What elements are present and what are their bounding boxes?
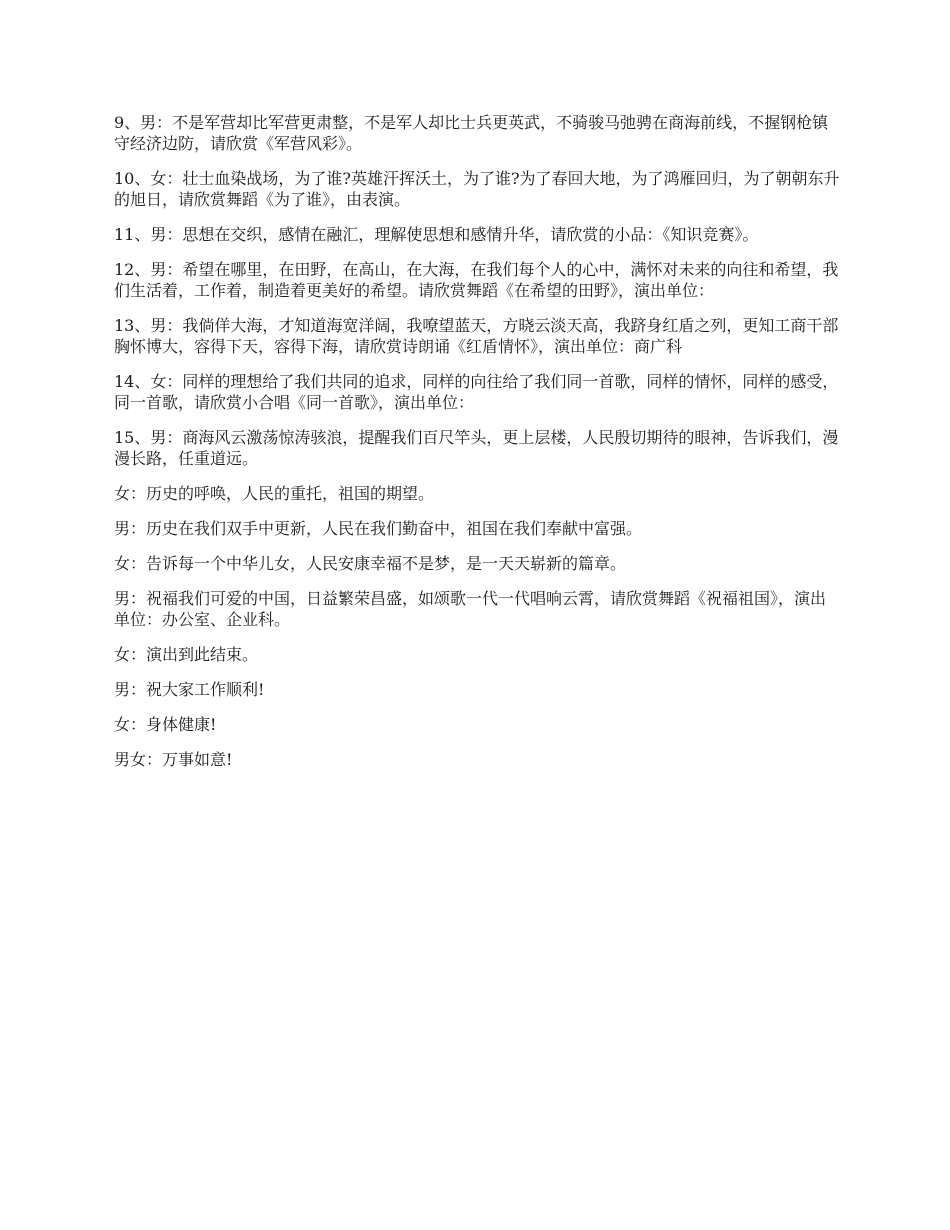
dialogue-line: 女：告诉每一个中华儿女，人民安康幸福不是梦，是一天天崭新的篇章。 [114,554,627,573]
paragraph-12: 12、男：希望在哪里，在田野，在高山，在大海，在我们每个人的心中，满怀对未来的向往和希望，我们生活着，工作着，制造着更美好的希望。请欣赏舞蹈《在希望的田野》，演出单位： [114,260,839,300]
dialogue-line: 男：历史在我们双手中更新，人民在我们勤奋中，祖国在我们奉献中富强。 [114,519,643,538]
paragraph-14: 14、女：同样的理想给了我们共同的追求，同样的向往给了我们同一首歌，同样的情怀，同样的感受，同一首歌，请欣赏小合唱《同一首歌》，演出单位： [114,372,839,412]
paragraph-15: 15、男：商海风云激荡惊涛骇浪，提醒我们百尺竿头，更上层楼，人民殷切期待的眼神，告诉我们，漫漫长路，任重道远。 [114,428,839,468]
dialogue-line: 男：祝大家工作顺利! [114,680,265,699]
paragraph-9: 9、男：不是军营却比军营更肃整，不是军人却比士兵更英武，不骑骏马弛骋在商海前线，不握钢枪镇守经济边防，请欣赏《军营风彩》。 [114,113,829,153]
paragraph-10: 10、女：壮士血染战场，为了谁?英雄汗挥沃土，为了谁?为了春回大地，为了鸿雁回归，为了朝朝东升的旭日，请欣赏舞蹈《为了谁》，由表演。 [114,169,840,209]
dialogue-line: 男女：万事如意! [114,750,233,769]
dialogue-line: 女：身体健康! [114,715,217,734]
document-body [114,112,840,784]
dialogue-line: 男：祝福我们可爱的中国，日益繁荣昌盛，如颂歌一代一代唱响云霄，请欣赏舞蹈《祝福祖国》，演出单位：办公室、企业科。 [114,589,827,629]
paragraph-11: 11、男：思想在交织，感情在融汇，理解使思想和感情升华，请欣赏的小品：《知识竞赛》。 [114,225,759,244]
paragraph-13: 13、男：我倘佯大海，才知道海宽洋阔，我嘹望蓝天，方晓云淡天高，我跻身红盾之列，更知工商干部胸怀博大，容得下天，容得下海，请欣赏诗朗诵《红盾情怀》，演出单位：商广科 [114,316,839,356]
dialogue-line: 女：演出到此结束。 [114,645,259,664]
dialogue-line: 女：历史的呼唤，人民的重托，祖国的期望。 [114,484,435,503]
